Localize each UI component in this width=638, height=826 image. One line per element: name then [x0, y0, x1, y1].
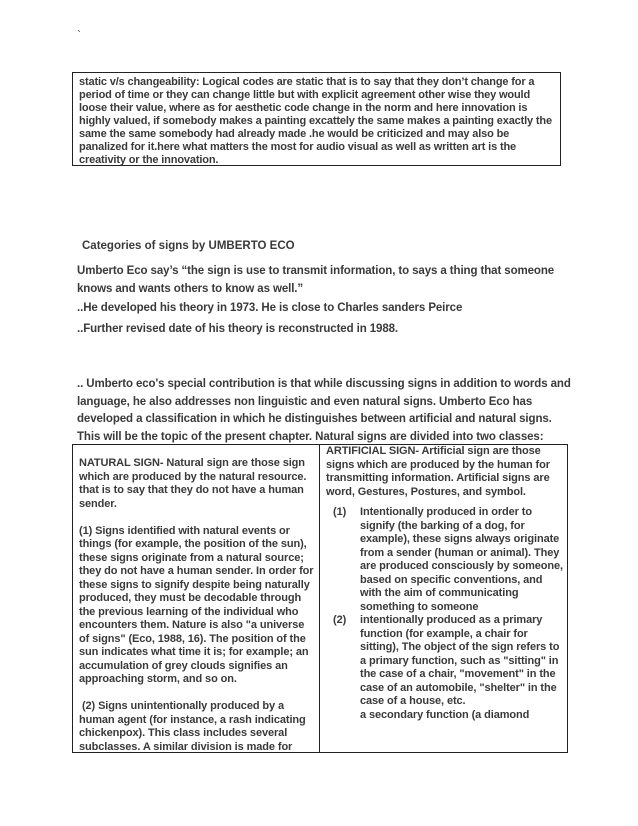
natural-sign-item-1: (1) Signs identified with natural events or things (for example, the position of the sun), these signs originate from a natural source; they do not have a human sender. In order for these signs to signify despite being naturally produced, they must be decodable through the previous learning of the individual who encounters them. Nature is also "a universe of signs" (Eco, 1988, 16). The position of the sun indicates what time it is; for example; an accumulation of grey clouds signifies an approaching storm, and so on. [79, 524, 314, 685]
paragraph-eco-quote: Umberto Eco say’s “the sign is use to transmit information, to says a thing that someone knows and wants others to know as well.” [77, 265, 555, 295]
natural-sign-column [79, 457, 315, 753]
list-item [326, 614, 564, 709]
table-column-divider [319, 445, 320, 752]
section-heading: Categories of signs by UMBERTO ECO [82, 240, 295, 252]
paragraph-eco-contribution: .. Umberto eco's special contribution is that while discussing signs in addition to words and language, he also addresses non linguistic and even natural signs. Umberto Eco has developed a classification in which he distinguishes between artificial and natural signs. This will be the topic of the present chapter. Natural signs are divided into two classes: [77, 378, 571, 443]
list-item-number: (1) [333, 506, 347, 518]
artificial-sign-column [326, 445, 564, 722]
artificial-sign-list [326, 506, 564, 709]
paragraph-revised-1988: ..Further revised date of his theory is reconstructed in 1988. [77, 323, 399, 335]
list-item [326, 506, 564, 614]
stray-mark: ` [77, 28, 81, 42]
natural-sign-intro: NATURAL SIGN- Natural sign are those sign which are produced by the natural resource. that is to say that they do not have a human sender. [79, 457, 307, 510]
list-item-number: (2) [333, 614, 347, 626]
paragraph-theory-1973: ..He developed his theory in 1973. He is close to Charles sanders Peirce [77, 302, 463, 314]
secondary-function-text: a secondary function (a diamond [360, 708, 530, 721]
static-changeability-box: static v/s changeability: Logical codes are static that is to say that they don’t change for a period of time or they can change little but with explicit agreement other wise they would loose their value, where as for aesthetic code change in the norm and here innovation is highly valued, if somebody makes a painting excattely the same makes a painting exactly the same the same somebody had already made .he would be criticized and may also be panalized for it.here what matters the most for audio visual as well as written art is the creativity or the innovation. [72, 72, 561, 166]
artificial-sign-intro: ARTIFICIAL SIGN- Artificial sign are those signs which are produced by the human for transmitting information. Artificial signs are word, Gestures, Postures, and symbol. [326, 445, 550, 498]
sign-classification-table [72, 444, 568, 753]
list-item-text: intentionally produced as a primary function (for example, a chair for sitting), The object of the sign refers to a primary function, such as "sitting" in the case of a chair, "movement" in the case of an automobile, "shelter" in the case of a house, etc. [360, 614, 560, 707]
list-item-text: Intentionally produced in order to signify (the barking of a dog, for example), these signs always originate from a sender (human or animal). They are produced consciously by someone, based on specific conventions, and with the aim of communicating something to someone [360, 506, 564, 613]
natural-sign-item-2: (2) Signs unintentionally produced by a human agent (for instance, a rash indicating chickenpox). This class includes several subclasses. A similar division is made for [79, 700, 309, 753]
